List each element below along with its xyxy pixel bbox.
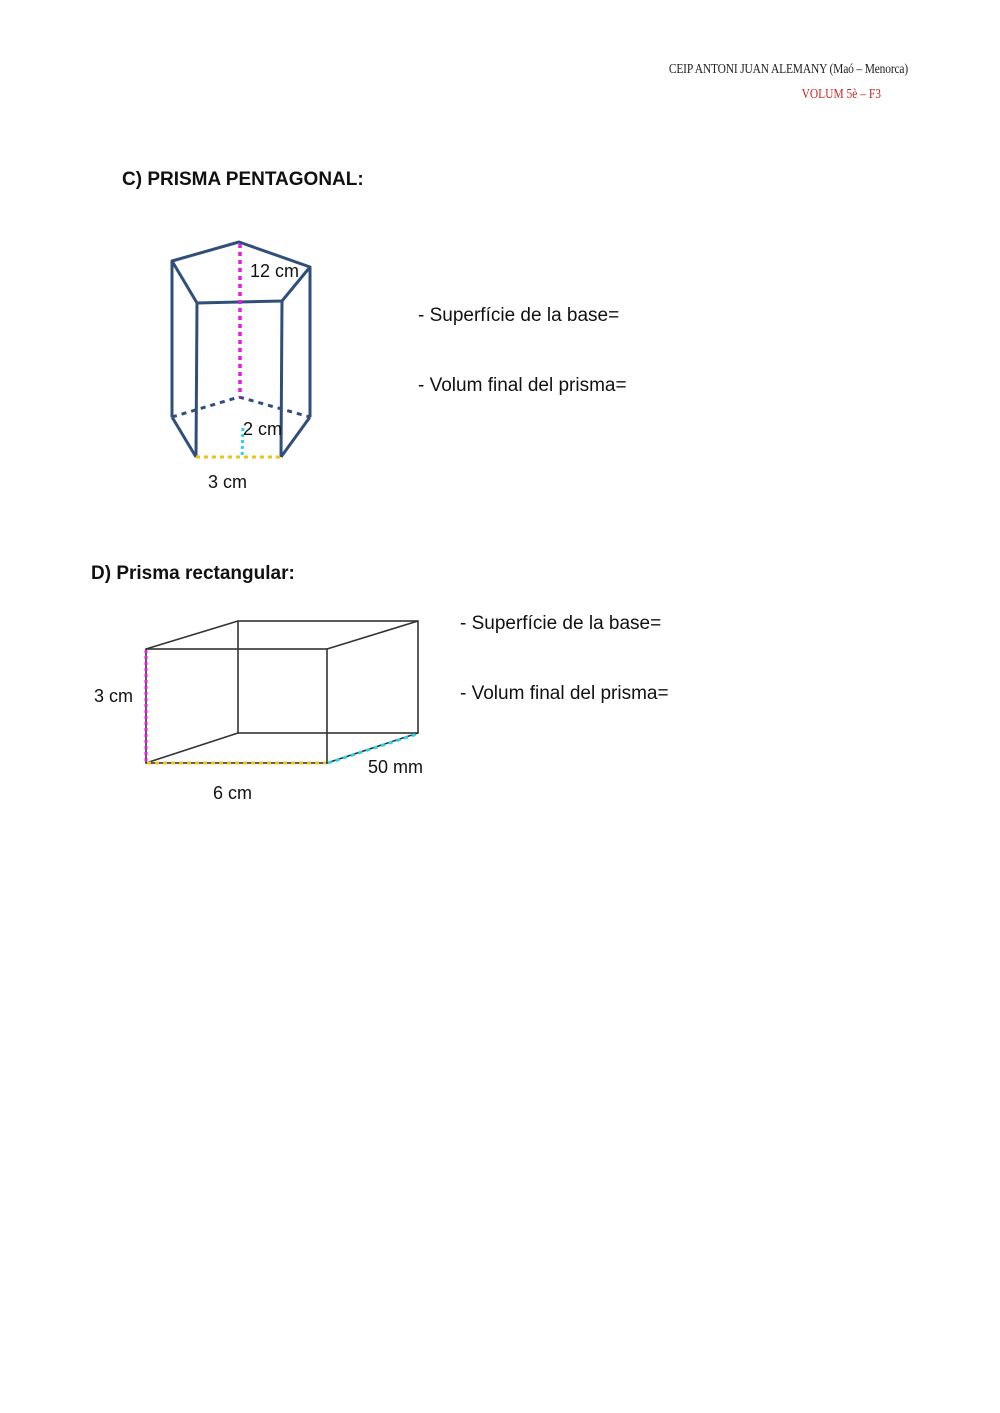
- subject-header: VOLUM 5è – F3: [801, 87, 881, 102]
- box-depth-label: 50 mm: [368, 757, 424, 777]
- prism-hidden-edge: [172, 397, 310, 417]
- box-edge: [327, 621, 418, 649]
- box-width-label: 6 cm: [213, 783, 253, 803]
- section-c-title: C) PRISMA PENTAGONAL:: [122, 169, 364, 190]
- rectangular-prism: [146, 621, 418, 763]
- prism-apothem-label: 2 cm: [243, 419, 283, 439]
- box-edge: [146, 733, 238, 763]
- question-base-surface-d: - Superfície de la base=: [460, 613, 662, 634]
- box-height-label: 3 cm: [94, 686, 134, 706]
- school-header: CEIP ANTONI JUAN ALEMANY (Maó – Menorca): [668, 62, 908, 77]
- prism-edge: [196, 303, 197, 457]
- box-front-face: [146, 649, 327, 763]
- question-volume-d: - Volum final del prisma=: [460, 683, 669, 704]
- prism-edge: [172, 417, 196, 457]
- question-base-surface-c: - Superfície de la base=: [418, 305, 620, 326]
- prism-edge: [281, 417, 310, 457]
- section-d-title: D) Prisma rectangular:: [91, 563, 295, 584]
- question-volume-c: - Volum final del prisma=: [418, 375, 627, 396]
- box-back-face: [238, 621, 418, 733]
- prism-side-label: 3 cm: [208, 472, 248, 492]
- box-edge: [146, 621, 238, 649]
- prism-height-label: 12 cm: [250, 261, 300, 281]
